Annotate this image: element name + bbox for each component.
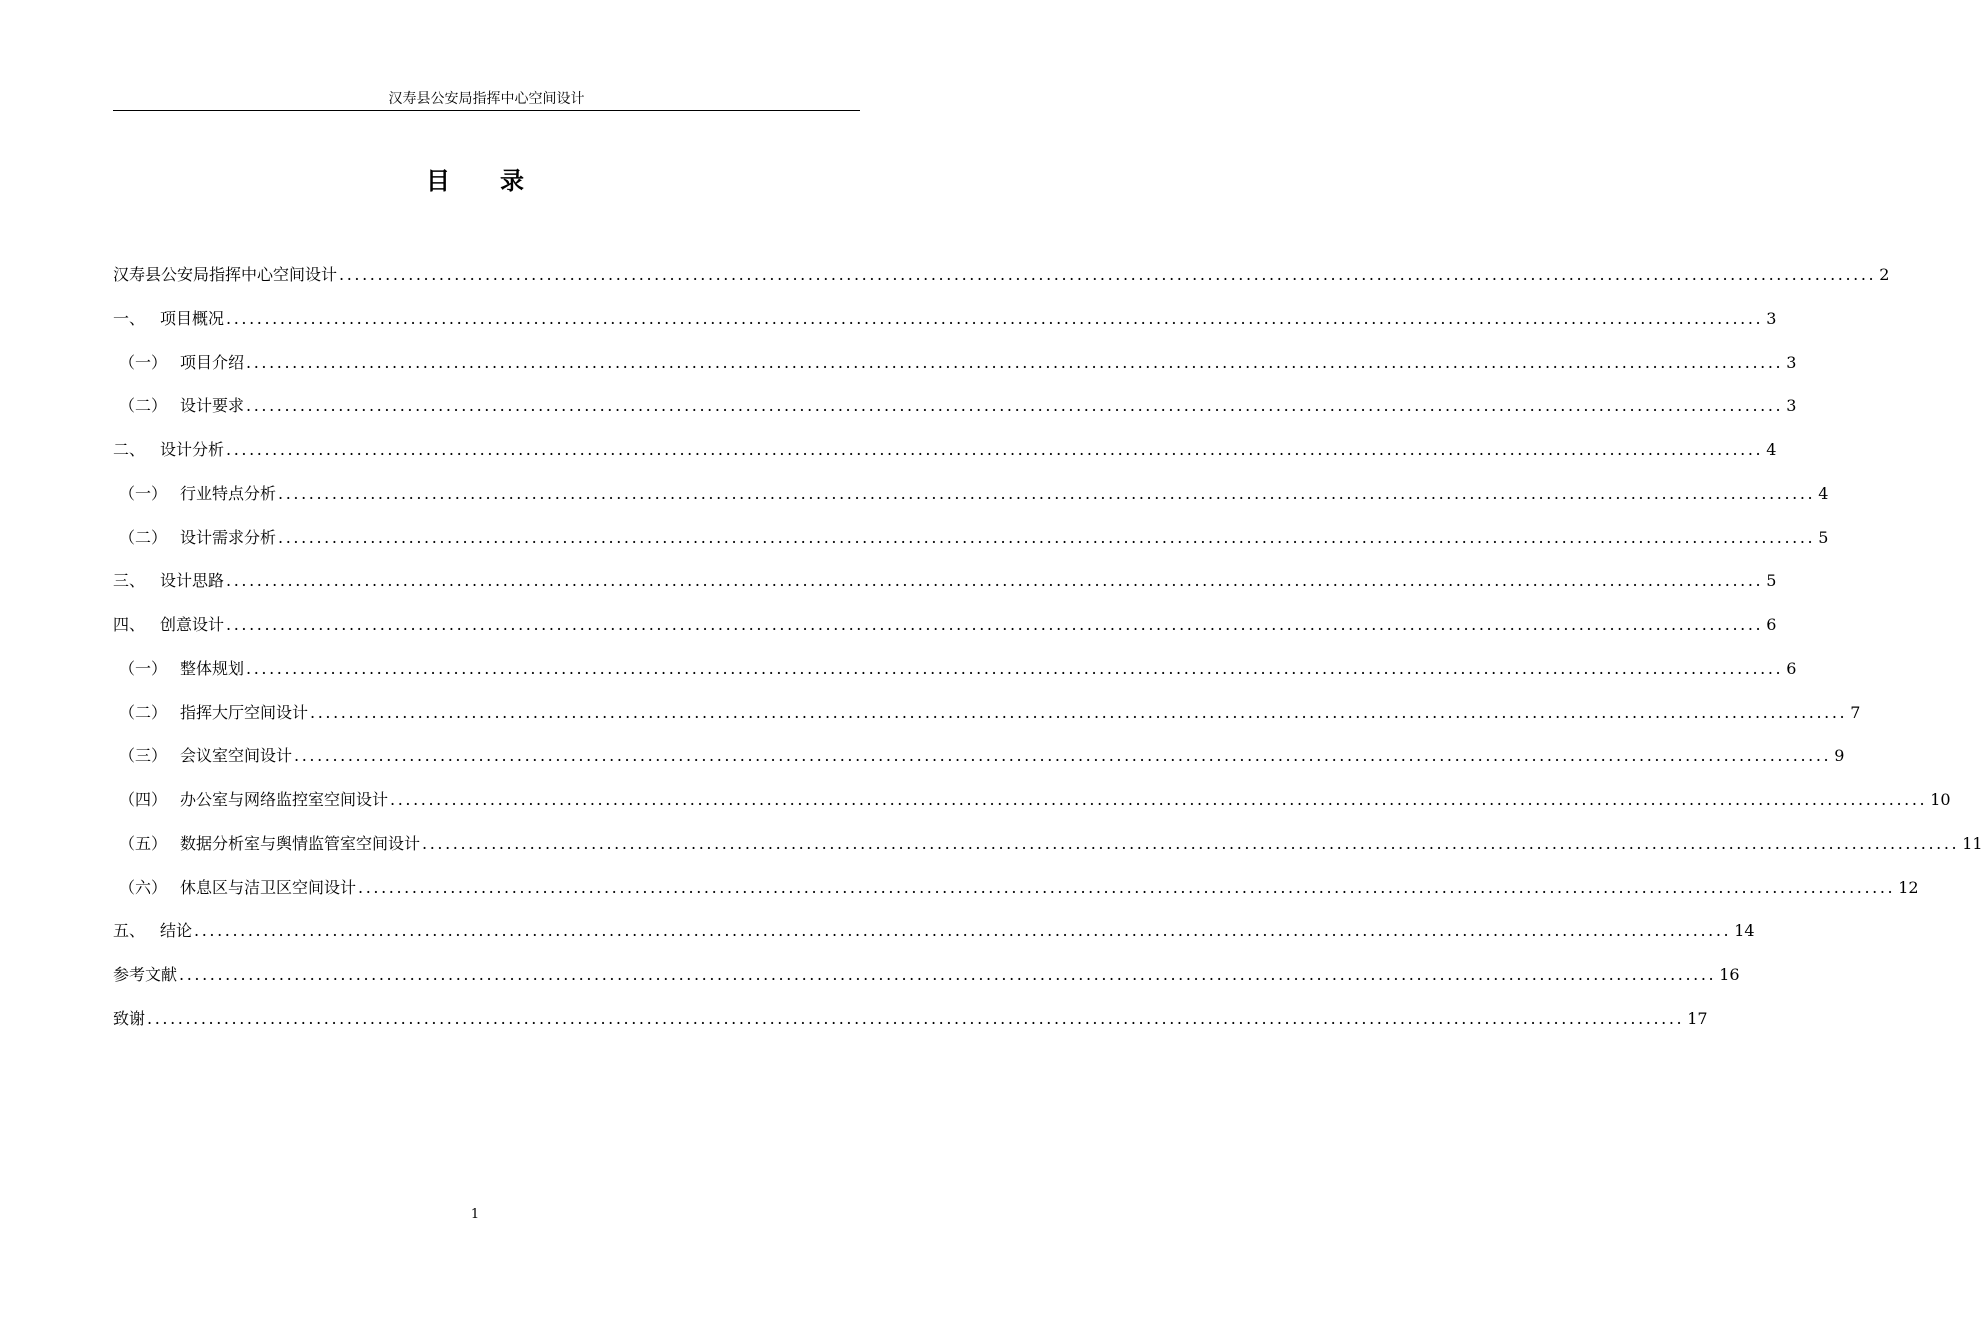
toc-entry-text: 设计需求分析 xyxy=(180,527,277,547)
toc-dot-leader: ........................................................................................................................................................................................................ xyxy=(390,790,1928,809)
toc-entry[interactable] xyxy=(113,827,1983,871)
toc-entry-page: 2 xyxy=(1879,265,1890,284)
toc-dot-leader: ........................................................................................................................................................................................................ xyxy=(278,527,1816,547)
toc-entry-number: （二） xyxy=(119,527,168,547)
toc-entry-number: 二、 xyxy=(113,440,146,459)
toc-entry[interactable] xyxy=(113,258,1890,302)
toc-entry[interactable] xyxy=(113,564,1777,608)
toc-entry[interactable] xyxy=(113,871,1919,915)
toc-entry-label xyxy=(113,433,224,467)
toc-entry[interactable] xyxy=(113,783,1951,827)
toc-entry-label xyxy=(113,1002,145,1036)
toc-title-left: 目 xyxy=(426,167,450,195)
toc-entry-page: 3 xyxy=(1786,352,1797,372)
toc-entry[interactable] xyxy=(113,302,1777,346)
toc-entry-text: 行业特点分析 xyxy=(180,483,277,503)
toc-dot-leader: ........................................................................................................................................................................................................ xyxy=(147,1008,1685,1028)
toc-entry-page: 16 xyxy=(1719,965,1740,984)
toc-entry-page: 11 xyxy=(1962,833,1983,853)
toc-entry-label xyxy=(113,871,356,905)
toc-entry-number: （三） xyxy=(119,746,168,766)
toc-entry-label xyxy=(113,389,244,423)
toc-entry-text: 休息区与洁卫区空间设计 xyxy=(180,877,357,897)
toc-dot-leader: ........................................................................................................................................................................................................ xyxy=(310,702,1848,722)
toc-dot-leader: ........................................................................................................................................................................................................ xyxy=(246,396,1784,416)
toc-entry-label xyxy=(113,564,224,598)
toc-entry-label xyxy=(113,783,388,817)
toc-entry-text: 设计思路 xyxy=(160,571,225,591)
toc-entry-text: 整体规划 xyxy=(180,658,245,678)
toc-entry-label xyxy=(113,739,292,773)
toc-entry-number: （一） xyxy=(119,658,168,678)
toc-entry-text: 会议室空间设计 xyxy=(180,746,293,766)
toc-entry[interactable] xyxy=(113,346,1797,390)
toc-title xyxy=(0,164,950,198)
toc-entry-text: 项目概况 xyxy=(160,308,225,328)
toc-entry[interactable] xyxy=(113,914,1755,958)
toc-entry-number: （四） xyxy=(119,790,168,809)
toc-entry-text: 参考文献 xyxy=(113,965,178,984)
toc-entry-label xyxy=(113,652,244,686)
toc-dot-leader: ........................................................................................................................................................................................................ xyxy=(194,921,1732,941)
toc-entry-page: 3 xyxy=(1766,308,1777,328)
toc-entry-label xyxy=(113,346,244,380)
toc-entry-page: 6 xyxy=(1786,658,1797,678)
toc-entry-page: 4 xyxy=(1818,483,1829,503)
toc-dot-leader: ........................................................................................................................................................................................................ xyxy=(358,877,1896,897)
toc-entry-text: 指挥大厅空间设计 xyxy=(180,702,309,722)
toc-entry-page: 14 xyxy=(1734,921,1755,941)
toc-entry-page: 17 xyxy=(1687,1008,1708,1028)
toc-entry[interactable] xyxy=(113,521,1829,565)
toc-dot-leader: ........................................................................................................................................................................................................ xyxy=(179,965,1717,984)
toc-entry-page: 7 xyxy=(1850,702,1861,722)
toc-entry[interactable] xyxy=(113,652,1797,696)
toc-entry-number: 四、 xyxy=(113,615,146,634)
toc-entry-page: 5 xyxy=(1818,527,1829,547)
toc-entry-label xyxy=(113,521,276,555)
table-of-contents xyxy=(113,258,1983,1046)
toc-entry-text: 设计分析 xyxy=(160,440,225,459)
toc-dot-leader: ........................................................................................................................................................................................................ xyxy=(226,615,1764,634)
toc-entry-page: 12 xyxy=(1898,877,1919,897)
toc-entry-label xyxy=(113,696,308,730)
toc-entry-page: 3 xyxy=(1786,396,1797,416)
toc-title-right: 录 xyxy=(500,167,524,195)
toc-entry-label xyxy=(113,914,192,948)
toc-entry-number: 一、 xyxy=(113,308,146,328)
toc-entry-number: （六） xyxy=(119,877,168,897)
toc-entry[interactable] xyxy=(113,608,1777,652)
toc-dot-leader: ........................................................................................................................................................................................................ xyxy=(226,308,1764,328)
toc-entry-number: （一） xyxy=(119,483,168,503)
toc-dot-leader: ........................................................................................................................................................................................................ xyxy=(246,352,1784,372)
toc-dot-leader: ........................................................................................................................................................................................................ xyxy=(294,746,1832,766)
toc-dot-leader: ........................................................................................................................................................................................................ xyxy=(246,658,1784,678)
toc-entry[interactable] xyxy=(113,433,1777,477)
toc-entry-text: 办公室与网络监控室空间设计 xyxy=(180,790,389,809)
toc-entry-text: 汉寿县公安局指挥中心空间设计 xyxy=(113,265,338,284)
toc-entry-page: 10 xyxy=(1930,790,1951,809)
toc-dot-leader: ........................................................................................................................................................................................................ xyxy=(226,571,1764,591)
toc-entry-text: 数据分析室与舆情监管室空间设计 xyxy=(180,833,421,853)
toc-entry-label xyxy=(113,608,224,642)
toc-entry-page: 9 xyxy=(1834,746,1845,766)
toc-dot-leader: ........................................................................................................................................................................................................ xyxy=(339,265,1877,284)
toc-entry-number: （一） xyxy=(119,352,168,372)
toc-dot-leader: ........................................................................................................................................................................................................ xyxy=(278,483,1816,503)
toc-entry-page: 6 xyxy=(1766,615,1777,634)
toc-dot-leader: ........................................................................................................................................................................................................ xyxy=(226,440,1764,459)
toc-entry-label xyxy=(113,958,177,992)
running-header xyxy=(113,90,860,111)
toc-entry[interactable] xyxy=(113,696,1861,740)
toc-entry-text: 创意设计 xyxy=(160,615,225,634)
toc-entry-number: （二） xyxy=(119,396,168,416)
toc-entry-page: 5 xyxy=(1766,571,1777,591)
toc-entry-text: 设计要求 xyxy=(180,396,245,416)
toc-entry[interactable] xyxy=(113,389,1797,433)
page-footer xyxy=(0,1206,950,1224)
running-header-title: 汉寿县公安局指挥中心空间设计 xyxy=(388,91,585,107)
toc-entry-label xyxy=(113,258,337,292)
toc-entry-number: 五、 xyxy=(113,921,146,941)
toc-entry[interactable] xyxy=(113,958,1740,1002)
toc-entry-number: 三、 xyxy=(113,571,146,591)
toc-entry-label xyxy=(113,827,420,861)
toc-entry-label xyxy=(113,302,224,336)
toc-entry-text: 致谢 xyxy=(113,1008,146,1028)
toc-entry-number: （五） xyxy=(119,833,168,853)
toc-entry-label xyxy=(113,477,276,511)
toc-dot-leader: ........................................................................................................................................................................................................ xyxy=(422,833,1960,853)
page-number: 1 xyxy=(470,1207,480,1222)
toc-entry-number: （二） xyxy=(119,702,168,722)
toc-entry[interactable] xyxy=(113,477,1829,521)
toc-entry[interactable] xyxy=(113,1002,1708,1046)
toc-entry-text: 项目介绍 xyxy=(180,352,245,372)
toc-entry[interactable] xyxy=(113,739,1845,783)
toc-entry-text: 结论 xyxy=(160,921,193,941)
toc-entry-page: 4 xyxy=(1766,440,1777,459)
